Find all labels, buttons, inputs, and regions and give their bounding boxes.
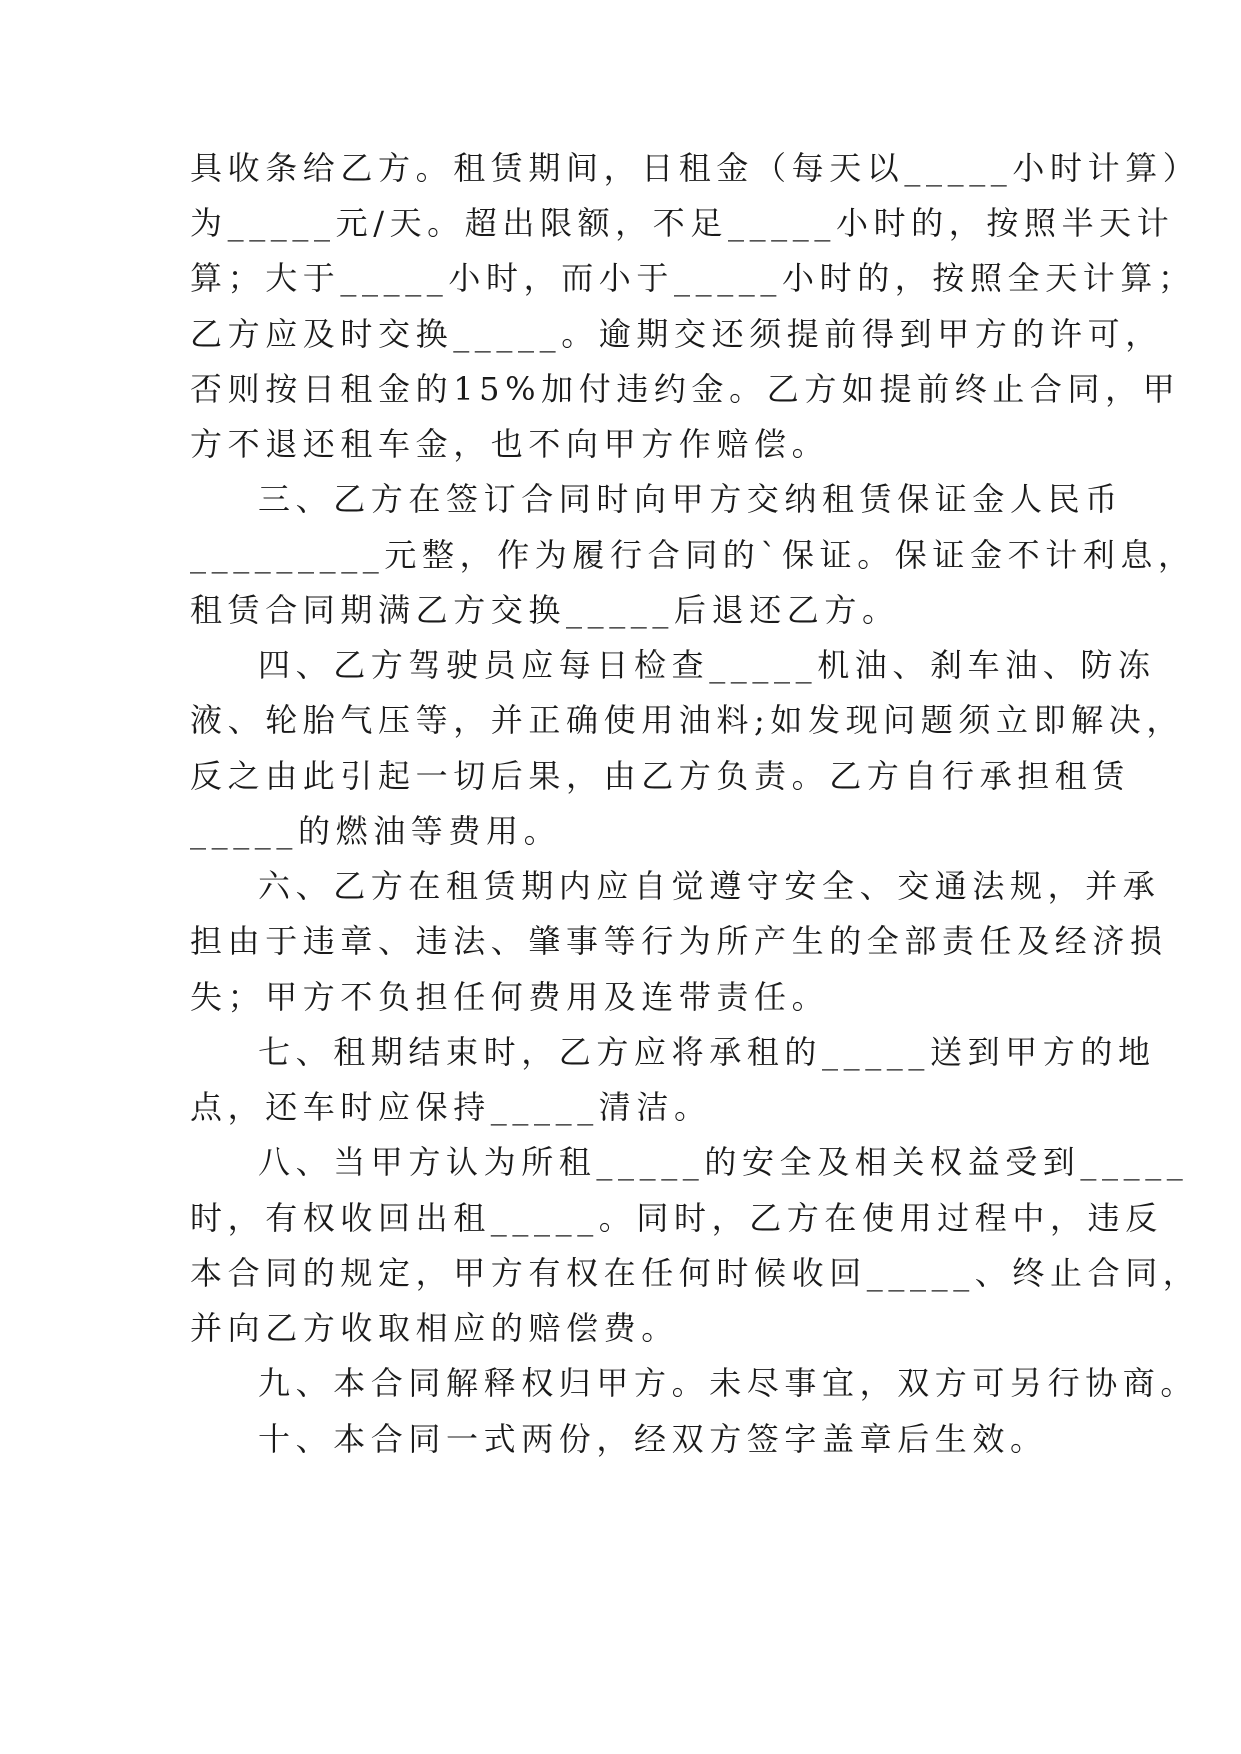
text-line: 否则按日租金的15%加付违约金。乙方如提前终止合同，甲 xyxy=(190,370,1181,408)
paragraph-4-line: 四、乙方驾驶员应每日检查_____机油、刹车油、防冻 xyxy=(258,646,1156,684)
text-line: 乙方应及时交换_____。逾期交还须提前得到甲方的许可， xyxy=(190,315,1163,353)
text-line: 反之由此引起一切后果，由乙方负责。乙方自行承担租赁 xyxy=(190,757,1131,795)
paragraph-10-line: 十、本合同一式两份，经双方签字盖章后生效。 xyxy=(258,1420,1048,1458)
text-line: 本合同的规定，甲方有权在任何时候收回_____、终止合同， xyxy=(190,1254,1201,1292)
paragraph-8-line: 八、当甲方认为所租_____的安全及相关权益受到_____ xyxy=(258,1143,1189,1181)
text-line: 失；甲方不负担任何费用及连带责任。 xyxy=(190,978,830,1016)
text-line: 为_____元/天。超出限额，不足_____小时的，按照半天计 xyxy=(190,204,1175,242)
paragraph-7-line: 七、租期结束时，乙方应将承租的_____送到甲方的地 xyxy=(258,1033,1156,1071)
paragraph-3-line: 三、乙方在签订合同时向甲方交纳租赁保证金人民币 xyxy=(258,480,1123,518)
paragraph-9-line: 九、本合同解释权归甲方。未尽事宜，双方可另行协商。 xyxy=(258,1364,1199,1402)
text-line: 具收条给乙方。租赁期间，日租金（每天以_____小时计算） xyxy=(190,149,1201,187)
paragraph-6-line: 六、乙方在租赁期内应自觉遵守安全、交通法规，并承 xyxy=(258,867,1161,905)
text-line: _________元整，作为履行合同的`保证。保证金不计利息， xyxy=(190,536,1196,574)
text-line: 时，有权收回出租_____。同时，乙方在使用过程中，违反 xyxy=(190,1199,1163,1237)
text-line: 租赁合同期满乙方交换_____后退还乙方。 xyxy=(190,591,900,629)
text-line: _____的燃油等费用。 xyxy=(190,812,562,850)
text-line: 算；大于_____小时，而小于_____小时的，按照全天计算； xyxy=(190,259,1196,297)
text-line: 点，还车时应保持_____清洁。 xyxy=(190,1088,712,1126)
text-line: 液、轮胎气压等，并正确使用油料;如发现问题须立即解决， xyxy=(190,701,1184,739)
text-line: 并向乙方收取相应的赔偿费。 xyxy=(190,1309,679,1347)
text-line: 方不退还租车金，也不向甲方作赔偿。 xyxy=(190,425,830,463)
text-line: 担由于违章、违法、肇事等行为所产生的全部责任及经济损 xyxy=(190,922,1168,960)
